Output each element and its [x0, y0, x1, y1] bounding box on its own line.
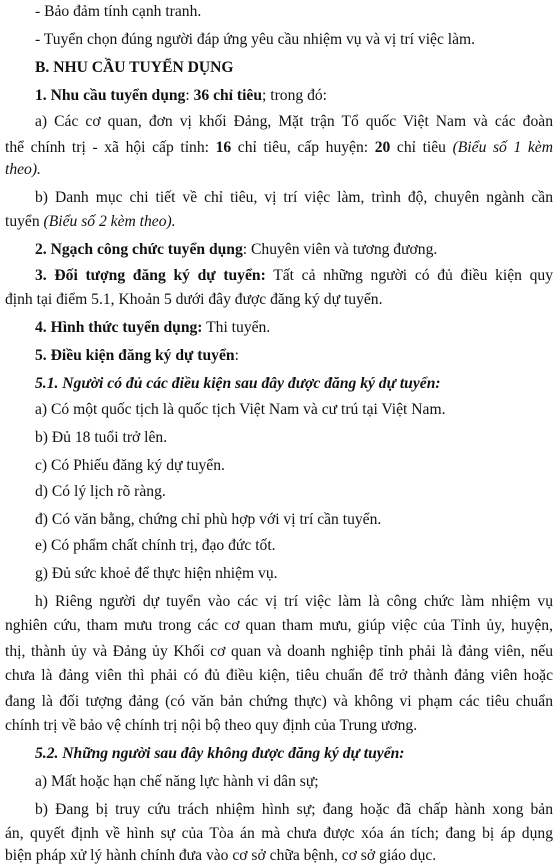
- item-1b-line-1: b) Danh mục chi tiết về chỉ tiêu, vị trí việc làm, trình độ, chuyên ngành cần: [35, 189, 553, 206]
- item-3-text: Tất cả những người có đủ điều kiện quy: [265, 267, 553, 284]
- condition-h-line-4: chưa là đảng viên thì phải có đủ điều kiện, tiêu chuẩn để trở thành đảng viên hoặc: [5, 667, 553, 684]
- condition-c: c) Có Phiếu đăng ký dự tuyển.: [35, 457, 225, 474]
- item-2-label: 2. Ngạch công chức tuyển dụng: [35, 241, 243, 258]
- item-5-label: 5. Điều kiện đăng ký dự tuyển: [35, 347, 235, 364]
- exclusion-b-line-3: biện pháp xử lý hành chính đưa vào cơ sở chữa bệnh, cơ sở giáo dục.: [5, 847, 437, 864]
- condition-h-line-3: thị, thành ủy và Đảng ủy Khối cơ quan và doanh nghiệp tỉnh phải là đảng viên, nếu: [5, 643, 553, 660]
- subsection-5-2-text: 5.2. Những người sau đây không được đăng ký dự tuyển:: [35, 745, 405, 762]
- subsection-5-1: [35, 374, 553, 394]
- item-3-label: 3. Đối tượng đăng ký dự tuyển:: [35, 267, 266, 284]
- item-1a-ref-end: theo).: [5, 161, 41, 178]
- exclusion-a: a) Mất hoặc hạn chế năng lực hành vi dân sự;: [35, 773, 319, 790]
- item-5: [35, 346, 553, 366]
- item-1: [35, 86, 553, 106]
- condition-b: b) Đủ 18 tuổi trở lên.: [35, 429, 168, 446]
- item-1a-province-count: 16: [215, 139, 232, 156]
- item-1a-mid: chỉ tiêu, cấp huyện:: [231, 139, 375, 156]
- item-1a-line-3: [5, 160, 553, 180]
- item-4: [35, 318, 553, 338]
- item-4-text: Thi tuyển.: [202, 319, 271, 336]
- item-1b-text: tuyển: [5, 213, 44, 230]
- condition-h-line-2: nghiên cứu, tham mưu trong các cơ quan tham mưu, giúp việc của Tỉnh ủy, huyện,: [5, 617, 553, 634]
- item-3-line-2: định tại điểm 5.1, Khoản 5 dưới đây được đăng ký dự tuyển.: [5, 291, 383, 308]
- item-1a-text: thể chính trị - xã hội cấp tỉnh:: [5, 139, 216, 156]
- section-b-heading-text: B. NHU CẦU TUYỂN DỤNG: [35, 59, 234, 76]
- subsection-5-2: [35, 744, 553, 764]
- item-1-rest: ; trong đó:: [262, 87, 328, 104]
- condition-h-line-1: h) Riêng người dự tuyển vào các vị trí việc làm là công chức làm nhiệm vụ: [35, 593, 553, 610]
- item-1a-ref: (Biểu số 1 kèm: [452, 139, 553, 156]
- item-5-colon: :: [234, 347, 239, 364]
- item-1-count: 36 chỉ tiêu: [193, 87, 263, 104]
- item-1a-line-2: [5, 138, 553, 158]
- condition-dd: đ) Có văn bằng, chứng chỉ phù hợp với vị trí cần tuyển.: [35, 511, 382, 528]
- condition-d: d) Có lý lịch rõ ràng.: [35, 483, 166, 500]
- item-1b-line-2: [5, 212, 553, 232]
- subsection-5-1-text: 5.1. Người có đủ các điều kiện sau đây được đăng ký dự tuyển:: [35, 375, 441, 392]
- condition-a: a) Có một quốc tịch là quốc tịch Việt Nam và cư trú tại Việt Nam.: [35, 401, 446, 418]
- condition-g: g) Đủ sức khoẻ để thực hiện nhiệm vụ.: [35, 565, 278, 582]
- item-4-label: 4. Hình thức tuyển dụng:: [35, 319, 203, 336]
- exclusion-b-line-2: án, quyết định về hình sự của Tòa án mà chưa được xóa án tích; đang bị áp dụng: [5, 825, 553, 842]
- condition-h-line-5: đang là đối tượng đảng (có văn bản chứng thực) và không vi phạm các tiêu chuẩn: [5, 693, 553, 710]
- exclusion-b-line-1: b) Đang bị truy cứu trách nhiệm hình sự; đang hoặc đã chấp hành xong bản: [35, 801, 553, 818]
- item-1a-district-count: 20: [374, 139, 391, 156]
- item-1-sep: :: [185, 87, 194, 104]
- condition-e: e) Có phẩm chất chính trị, đạo đức tốt.: [35, 537, 276, 554]
- principle-selection: - Tuyển chọn đúng người đáp ứng yêu cầu nhiệm vụ và vị trí việc làm.: [35, 31, 476, 48]
- condition-h-line-6: chính trị về bảo vệ chính trị nội bộ theo quy định của Trung ương.: [5, 717, 418, 734]
- item-3-line-1: [35, 266, 553, 286]
- section-b-heading: [35, 58, 553, 78]
- item-1-label: 1. Nhu cầu tuyển dụng: [35, 87, 186, 104]
- item-2: [35, 240, 553, 260]
- item-1a-line-1: a) Các cơ quan, đơn vị khối Đảng, Mặt trận Tổ quốc Việt Nam và các đoàn: [35, 113, 553, 130]
- item-2-text: : Chuyên viên và tương đương.: [242, 241, 438, 258]
- principle-competitiveness: - Bảo đảm tính cạnh tranh.: [35, 3, 202, 20]
- item-1b-ref: (Biểu số 2 kèm theo).: [43, 213, 176, 230]
- item-1a-end: chỉ tiêu: [390, 139, 453, 156]
